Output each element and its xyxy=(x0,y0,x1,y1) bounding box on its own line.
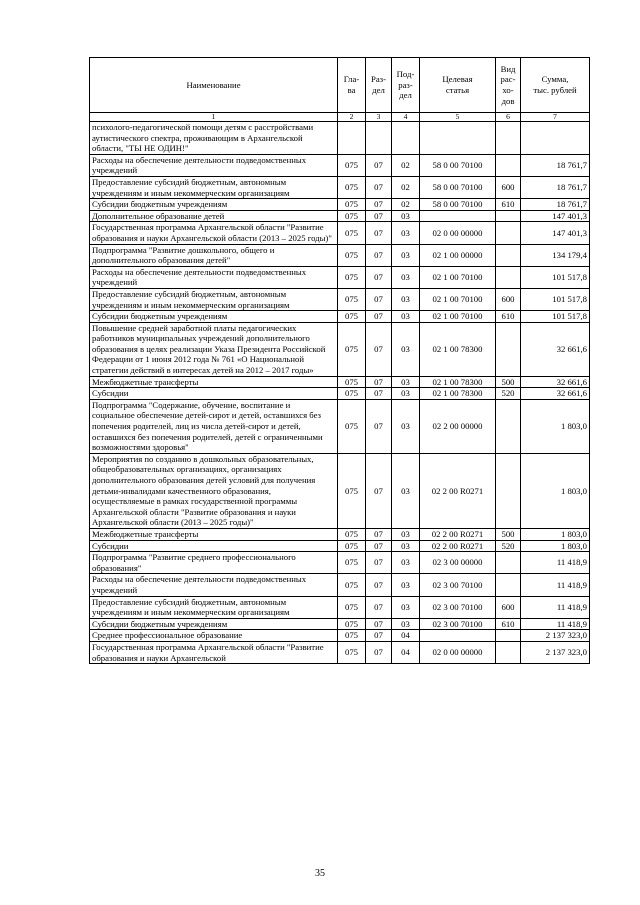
row-expense-type xyxy=(496,574,521,596)
row-razdel: 07 xyxy=(366,630,392,642)
row-target-article: 02 3 00 70100 xyxy=(420,596,496,618)
row-name: Расходы на обеспечение деятельности подведомственных учреждений xyxy=(90,154,338,176)
row-podrazdel: 03 xyxy=(392,540,420,552)
row-razdel: 07 xyxy=(366,244,392,266)
column-number: 6 xyxy=(496,113,521,122)
row-glava: 075 xyxy=(338,453,366,528)
row-glava: 075 xyxy=(338,288,366,310)
table-row xyxy=(90,288,590,310)
row-expense-type xyxy=(496,222,521,244)
table-row xyxy=(90,574,590,596)
row-name: психолого-педагогической помощи детям с расстройствами аутистического спектра, проживающим в Архангельской области, "ТЫ НЕ ОДИН!" xyxy=(90,122,338,155)
row-sum: 18 761,7 xyxy=(521,154,590,176)
row-sum: 1 803,0 xyxy=(521,399,590,453)
row-name: Государственная программа Архангельской области "Развитие образования и науки Архангельской xyxy=(90,641,338,663)
row-expense-type xyxy=(496,154,521,176)
row-name: Предоставление субсидий бюджетным, автономным учреждениям и иным некоммерческим организациям xyxy=(90,596,338,618)
header-podrazdel: Под- раз- дел xyxy=(392,58,420,113)
row-sum: 2 137 323,0 xyxy=(521,641,590,663)
table-row xyxy=(90,528,590,540)
row-glava: 075 xyxy=(338,222,366,244)
row-glava: 075 xyxy=(338,528,366,540)
row-sum: 147 401,3 xyxy=(521,210,590,222)
row-target-article: 58 0 00 70100 xyxy=(420,154,496,176)
row-expense-type xyxy=(496,210,521,222)
table-row xyxy=(90,322,590,376)
row-target-article: 02 1 00 00000 xyxy=(420,244,496,266)
row-target-article: 58 0 00 70100 xyxy=(420,176,496,198)
row-razdel: 07 xyxy=(366,311,392,323)
row-glava: 075 xyxy=(338,244,366,266)
row-expense-type xyxy=(496,122,521,155)
row-sum: 101 517,8 xyxy=(521,266,590,288)
table-row xyxy=(90,199,590,211)
row-target-article xyxy=(420,210,496,222)
row-name: Среднее профессиональное образование xyxy=(90,630,338,642)
table-row xyxy=(90,388,590,400)
row-sum: 11 418,9 xyxy=(521,574,590,596)
row-podrazdel: 03 xyxy=(392,244,420,266)
page-number: 35 xyxy=(315,868,325,879)
row-glava: 075 xyxy=(338,266,366,288)
row-podrazdel: 03 xyxy=(392,399,420,453)
column-number: 4 xyxy=(392,113,420,122)
column-number: 2 xyxy=(338,113,366,122)
row-target-article: 02 1 00 70100 xyxy=(420,266,496,288)
row-glava: 075 xyxy=(338,376,366,388)
row-target-article xyxy=(420,630,496,642)
row-target-article: 02 1 00 78300 xyxy=(420,376,496,388)
row-name: Подпрограмма "Развитие дошкольного, общего и дополнительного образования детей" xyxy=(90,244,338,266)
row-expense-type: 610 xyxy=(496,199,521,211)
table-row xyxy=(90,453,590,528)
row-target-article: 02 1 00 78300 xyxy=(420,388,496,400)
column-number: 5 xyxy=(420,113,496,122)
row-glava: 075 xyxy=(338,399,366,453)
table-row xyxy=(90,618,590,630)
row-razdel: 07 xyxy=(366,222,392,244)
row-podrazdel: 03 xyxy=(392,222,420,244)
row-podrazdel: 02 xyxy=(392,199,420,211)
row-expense-type: 520 xyxy=(496,388,521,400)
row-sum: 1 803,0 xyxy=(521,528,590,540)
row-expense-type: 520 xyxy=(496,540,521,552)
row-sum: 101 517,8 xyxy=(521,288,590,310)
row-expense-type xyxy=(496,630,521,642)
row-razdel: 07 xyxy=(366,552,392,574)
row-razdel: 07 xyxy=(366,574,392,596)
row-podrazdel: 02 xyxy=(392,176,420,198)
row-glava: 075 xyxy=(338,596,366,618)
row-glava: 075 xyxy=(338,322,366,376)
row-glava: 075 xyxy=(338,176,366,198)
row-razdel: 07 xyxy=(366,596,392,618)
table-row xyxy=(90,641,590,663)
row-target-article: 02 1 00 70100 xyxy=(420,311,496,323)
row-expense-type: 610 xyxy=(496,618,521,630)
row-razdel: 07 xyxy=(366,288,392,310)
row-name: Субсидии бюджетным учреждениям xyxy=(90,618,338,630)
row-podrazdel: 03 xyxy=(392,596,420,618)
row-glava: 075 xyxy=(338,641,366,663)
row-target-article: 02 3 00 00000 xyxy=(420,552,496,574)
row-name: Мероприятия по созданию в дошкольных образовательных, общеобразовательных организациях, организациях дополнительного образования детей условий для получения детьми-инвалидами качественного образования, осуществляемые в рамках государственной программы Архангельской области "Развитие образования и науки Архангельской области (2013 – 2025 годы)" xyxy=(90,453,338,528)
table-row xyxy=(90,399,590,453)
row-glava: 075 xyxy=(338,210,366,222)
row-podrazdel: 03 xyxy=(392,266,420,288)
row-expense-type xyxy=(496,453,521,528)
row-podrazdel: 03 xyxy=(392,574,420,596)
row-podrazdel: 03 xyxy=(392,388,420,400)
row-sum: 2 137 323,0 xyxy=(521,630,590,642)
row-razdel: 07 xyxy=(366,376,392,388)
column-number-row xyxy=(90,113,590,122)
row-podrazdel xyxy=(392,122,420,155)
row-sum: 134 179,4 xyxy=(521,244,590,266)
row-razdel xyxy=(366,122,392,155)
row-expense-type xyxy=(496,266,521,288)
row-name: Субсидии xyxy=(90,540,338,552)
table-row xyxy=(90,311,590,323)
row-sum: 101 517,8 xyxy=(521,311,590,323)
row-podrazdel: 04 xyxy=(392,630,420,642)
row-name: Подпрограмма "Содержание, обучение, воспитание и социальное обеспечение детей-сирот и детей, оставшихся без попечения родителей, лиц из числа детей-сирот и детей, оставшихся без попечения родителей, детей с ограниченными возможностями здоровья" xyxy=(90,399,338,453)
row-sum: 147 401,3 xyxy=(521,222,590,244)
row-razdel: 07 xyxy=(366,540,392,552)
row-target-article: 02 3 00 70100 xyxy=(420,618,496,630)
row-name: Субсидии бюджетным учреждениям xyxy=(90,199,338,211)
table-row xyxy=(90,154,590,176)
row-sum: 32 661,6 xyxy=(521,376,590,388)
row-expense-type: 600 xyxy=(496,288,521,310)
row-podrazdel: 03 xyxy=(392,453,420,528)
row-sum xyxy=(521,122,590,155)
row-sum: 32 661,6 xyxy=(521,388,590,400)
row-glava: 075 xyxy=(338,311,366,323)
row-glava: 075 xyxy=(338,574,366,596)
row-target-article: 02 2 00 R0271 xyxy=(420,528,496,540)
row-sum: 18 761,7 xyxy=(521,176,590,198)
row-name: Повышение средней заработной платы педагогических работников муниципальных учреждений дополнительного образования в целях реализации Указа Президента Российской Федерации от 1 июня 2012 года № 761 «О Национальной стратегии действий в интересах детей на 2012 – 2017 годы» xyxy=(90,322,338,376)
table-row xyxy=(90,210,590,222)
row-name: Предоставление субсидий бюджетным, автономным учреждениям и иным некоммерческим организациям xyxy=(90,176,338,198)
row-name: Предоставление субсидий бюджетным, автономным учреждениям и иным некоммерческим организациям xyxy=(90,288,338,310)
table-row xyxy=(90,176,590,198)
row-podrazdel: 03 xyxy=(392,322,420,376)
row-podrazdel: 03 xyxy=(392,288,420,310)
table-row xyxy=(90,376,590,388)
budget-table xyxy=(89,57,590,664)
row-name: Расходы на обеспечение деятельности подведомственных учреждений xyxy=(90,574,338,596)
row-razdel: 07 xyxy=(366,453,392,528)
row-expense-type: 610 xyxy=(496,311,521,323)
row-target-article: 02 0 00 00000 xyxy=(420,222,496,244)
row-podrazdel: 04 xyxy=(392,641,420,663)
row-name: Субсидии бюджетным учреждениям xyxy=(90,311,338,323)
row-glava: 075 xyxy=(338,388,366,400)
row-name: Межбюджетные трансферты xyxy=(90,376,338,388)
row-expense-type: 500 xyxy=(496,376,521,388)
row-razdel: 07 xyxy=(366,210,392,222)
row-target-article: 02 2 00 R0271 xyxy=(420,540,496,552)
row-razdel: 07 xyxy=(366,266,392,288)
column-number: 7 xyxy=(521,113,590,122)
table-row xyxy=(90,266,590,288)
table-row xyxy=(90,552,590,574)
row-target-article: 02 2 00 00000 xyxy=(420,399,496,453)
row-podrazdel: 03 xyxy=(392,376,420,388)
row-podrazdel: 03 xyxy=(392,552,420,574)
row-name: Подпрограмма "Развитие среднего профессионального образования" xyxy=(90,552,338,574)
table-row xyxy=(90,122,590,155)
row-razdel: 07 xyxy=(366,641,392,663)
row-target-article xyxy=(420,122,496,155)
row-glava: 075 xyxy=(338,618,366,630)
header-summa: Сумма, тыс. рублей xyxy=(521,58,590,113)
row-name: Дополнительное образование детей xyxy=(90,210,338,222)
row-name: Государственная программа Архангельской области "Развитие образования и науки Архангельской области (2013 – 2025 годы)" xyxy=(90,222,338,244)
row-target-article: 02 0 00 00000 xyxy=(420,641,496,663)
row-sum: 11 418,9 xyxy=(521,596,590,618)
row-expense-type: 600 xyxy=(496,596,521,618)
row-glava: 075 xyxy=(338,630,366,642)
row-target-article: 02 1 00 70100 xyxy=(420,288,496,310)
row-glava xyxy=(338,122,366,155)
row-razdel: 07 xyxy=(366,322,392,376)
row-razdel: 07 xyxy=(366,399,392,453)
table-row xyxy=(90,630,590,642)
row-razdel: 07 xyxy=(366,618,392,630)
row-glava: 075 xyxy=(338,552,366,574)
row-razdel: 07 xyxy=(366,528,392,540)
row-expense-type xyxy=(496,399,521,453)
row-sum: 1 803,0 xyxy=(521,453,590,528)
column-number: 3 xyxy=(366,113,392,122)
row-expense-type xyxy=(496,322,521,376)
row-sum: 11 418,9 xyxy=(521,618,590,630)
row-target-article: 02 3 00 70100 xyxy=(420,574,496,596)
row-glava: 075 xyxy=(338,154,366,176)
table-row xyxy=(90,222,590,244)
row-expense-type xyxy=(496,641,521,663)
row-glava: 075 xyxy=(338,199,366,211)
row-podrazdel: 03 xyxy=(392,528,420,540)
row-podrazdel: 03 xyxy=(392,311,420,323)
row-expense-type xyxy=(496,552,521,574)
header-vid: Вид рас- хо- дов xyxy=(496,58,521,113)
row-name: Субсидии xyxy=(90,388,338,400)
row-target-article: 58 0 00 70100 xyxy=(420,199,496,211)
header-glava: Гла- ва xyxy=(338,58,366,113)
row-razdel: 07 xyxy=(366,154,392,176)
row-glava: 075 xyxy=(338,540,366,552)
row-sum: 32 661,6 xyxy=(521,322,590,376)
row-expense-type xyxy=(496,244,521,266)
row-name: Межбюджетные трансферты xyxy=(90,528,338,540)
row-target-article: 02 1 00 78300 xyxy=(420,322,496,376)
row-sum: 1 803,0 xyxy=(521,540,590,552)
row-razdel: 07 xyxy=(366,176,392,198)
row-sum: 18 761,7 xyxy=(521,199,590,211)
row-name: Расходы на обеспечение деятельности подведомственных учреждений xyxy=(90,266,338,288)
header-name: Наименование xyxy=(90,58,338,113)
table-row xyxy=(90,596,590,618)
row-expense-type: 500 xyxy=(496,528,521,540)
header-razdel: Раз- дел xyxy=(366,58,392,113)
row-sum: 11 418,9 xyxy=(521,552,590,574)
column-number: 1 xyxy=(90,113,338,122)
row-target-article: 02 2 00 R0271 xyxy=(420,453,496,528)
row-podrazdel: 03 xyxy=(392,618,420,630)
row-expense-type: 600 xyxy=(496,176,521,198)
table-header-row xyxy=(90,58,590,113)
header-statya: Целевая статья xyxy=(420,58,496,113)
table-row xyxy=(90,540,590,552)
row-podrazdel: 02 xyxy=(392,154,420,176)
row-podrazdel: 03 xyxy=(392,210,420,222)
row-razdel: 07 xyxy=(366,388,392,400)
table-row xyxy=(90,244,590,266)
row-razdel: 07 xyxy=(366,199,392,211)
